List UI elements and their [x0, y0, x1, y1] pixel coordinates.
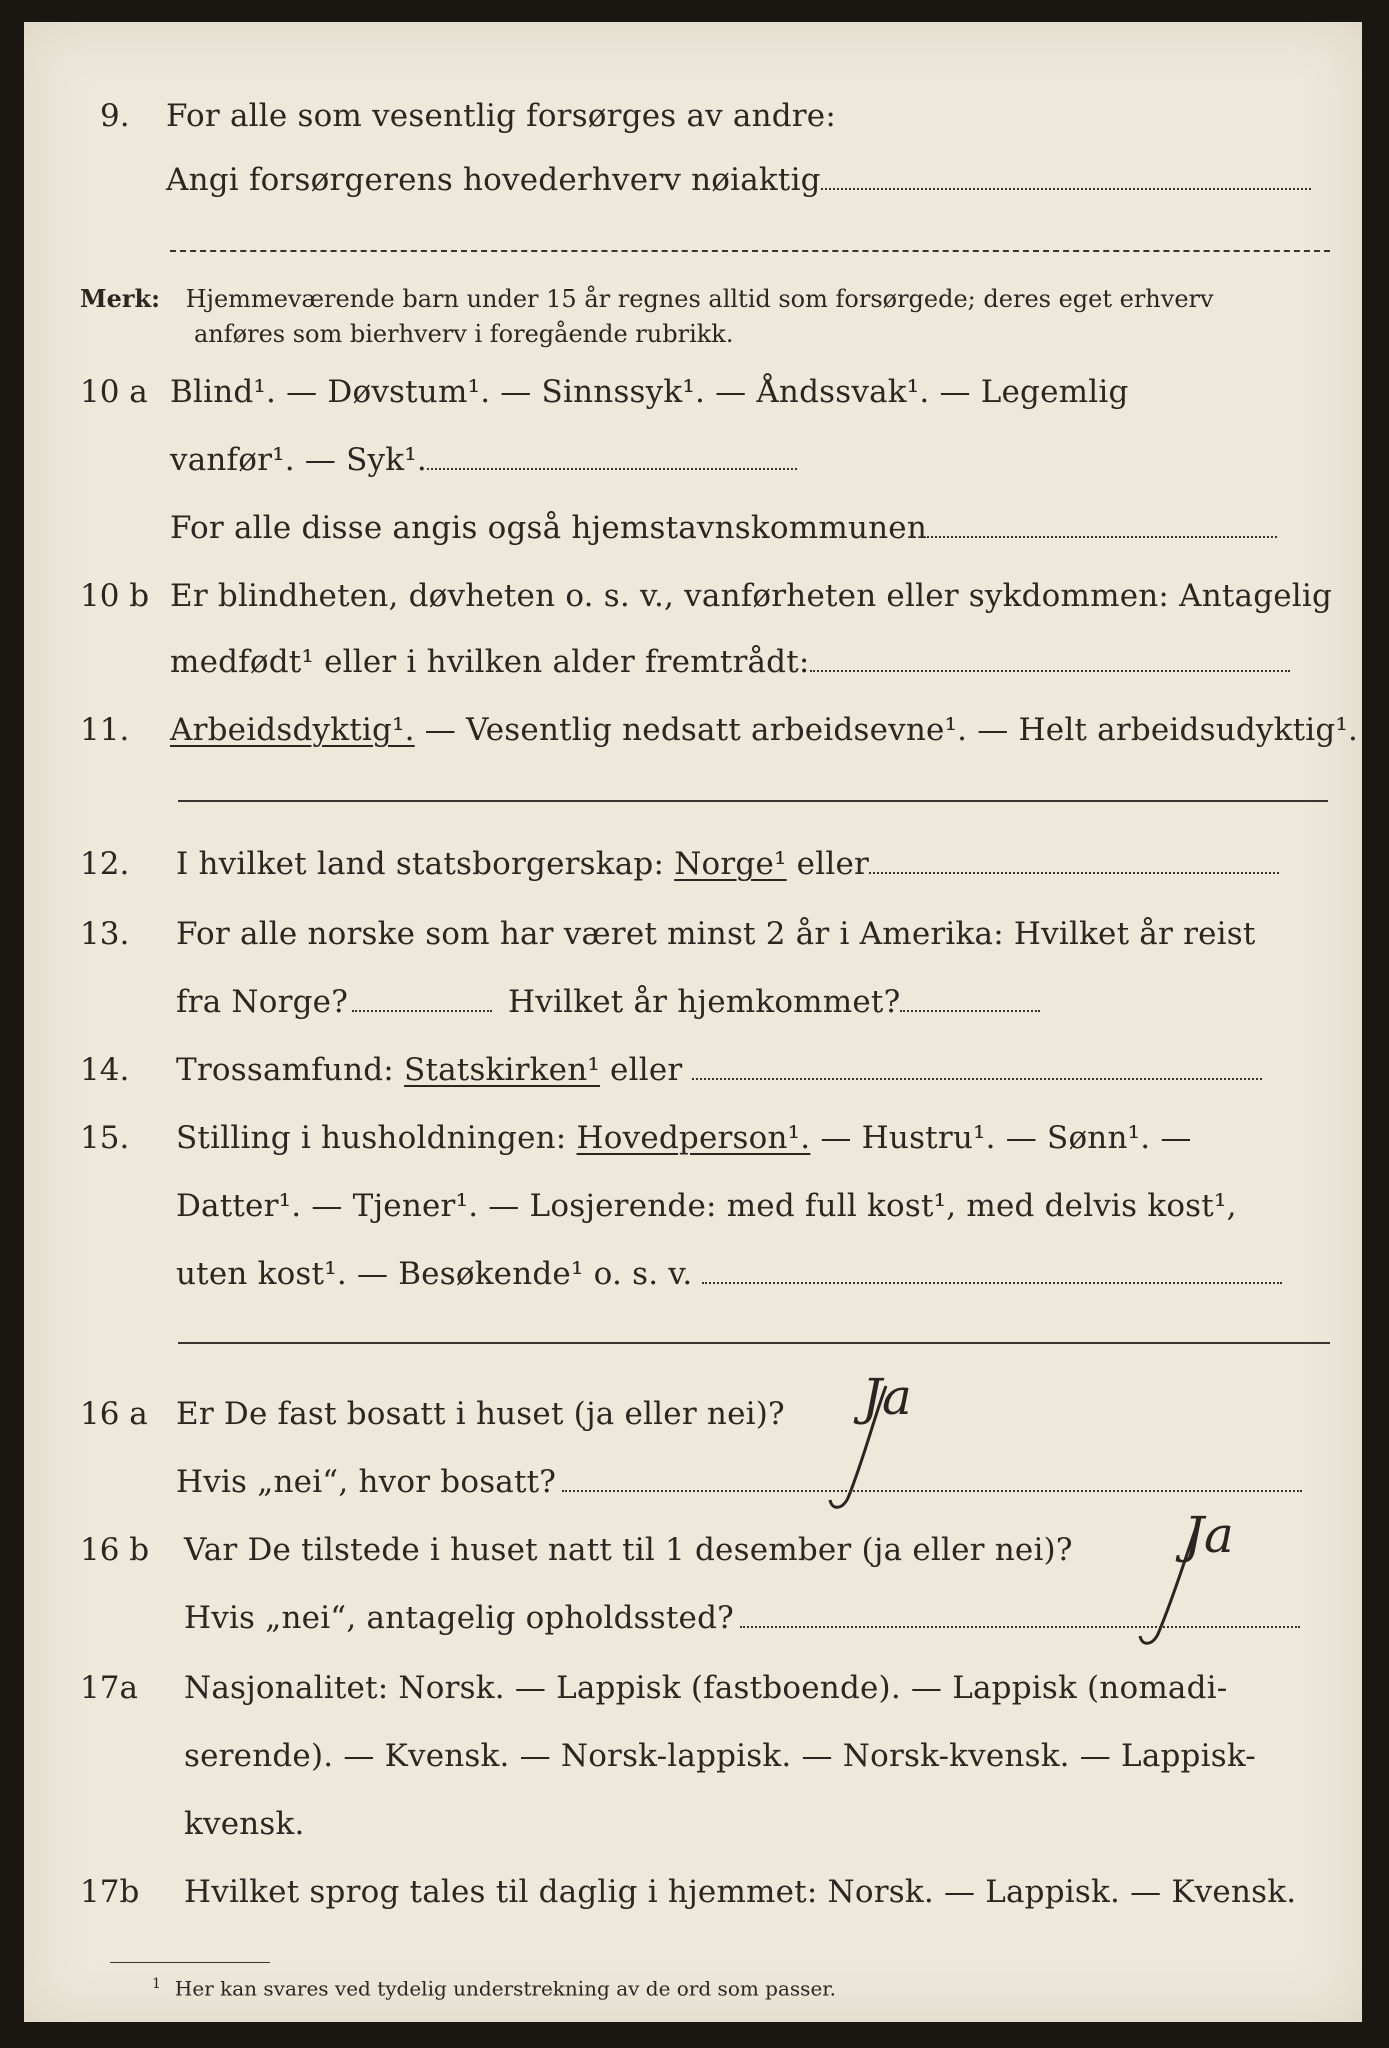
merk-line1 — [80, 284, 1214, 313]
q10a-line3 — [170, 510, 1277, 546]
q17a-number: 17a — [80, 1670, 138, 1706]
q14-line1 — [176, 1052, 1262, 1088]
q9-line1: For alle som vesentlig forsørges av andre: — [166, 98, 836, 134]
q13-reist-label: fra Norge? — [176, 984, 349, 1020]
q9-line2 — [166, 162, 1311, 198]
q12-underlined-answer: Norge¹ — [674, 846, 787, 882]
q16a-answer-field[interactable] — [562, 1489, 1302, 1492]
q10a-answer-field[interactable] — [427, 467, 797, 470]
q16a-handwritten-answer: Ja — [862, 1368, 912, 1426]
census-form-page — [24, 22, 1362, 2022]
q11-rest: — Vesentlig nedsatt arbeidsevne¹. — Helt arbeidsudyktig¹. — [414, 712, 1359, 748]
q13-reist-field[interactable] — [352, 1009, 492, 1012]
q11-answer-line — [178, 800, 1328, 802]
q15-answer-field[interactable] — [702, 1281, 1282, 1284]
q11-line1 — [170, 712, 1358, 748]
footnote — [152, 1976, 836, 2001]
q10b-line2-text: medfødt¹ eller i hvilken alder fremtrådt: — [170, 644, 810, 680]
q14-post: eller — [600, 1052, 683, 1088]
q12-number: 12. — [80, 846, 130, 882]
merk-label: Merk: — [80, 284, 160, 313]
q16a-line2 — [176, 1464, 1302, 1500]
footnote-text: Her kan svares ved tydelig understrekning av de ord som passer. — [174, 1976, 836, 2001]
q15-line1 — [176, 1120, 1192, 1156]
q14-answer-field[interactable] — [692, 1077, 1262, 1080]
q9-answer-field[interactable] — [821, 187, 1311, 190]
q16b-line1-text: Var De tilstede i huset natt til 1 desember (ja eller nei)? — [184, 1532, 1073, 1568]
q17b-line1: Hvilket sprog tales til daglig i hjemmet: Norsk. — Lappisk. — Kvensk. — [184, 1874, 1297, 1910]
q15-post: — Hustru¹. — Sønn¹. — — [810, 1120, 1192, 1156]
footnote-rule — [110, 1962, 270, 1963]
q12-post: eller — [786, 846, 870, 882]
q11-underlined-answer: Arbeidsdyktig¹. — [170, 712, 415, 748]
q15-line3-text: uten kost¹. — Besøkende¹ o. s. v. — [176, 1256, 693, 1292]
q10a-line3-text: For alle disse angis også hjemstavnskommunen — [170, 510, 927, 546]
q13-hjemkommet-field[interactable] — [900, 1009, 1040, 1012]
q17a-line2: serende). — Kvensk. — Norsk-lappisk. — Norsk-kvensk. — Lappisk- — [184, 1738, 1256, 1774]
q15-line3 — [176, 1256, 1282, 1292]
q16a-line1-text: Er De fast bosatt i huset (ja eller nei)? — [176, 1396, 785, 1432]
q16b-answer-field[interactable] — [740, 1625, 1300, 1628]
q14-pre: Trossamfund: — [176, 1052, 405, 1088]
q16b-line1 — [184, 1532, 1073, 1568]
q16b-number: 16 b — [80, 1532, 150, 1568]
q13-hjemkommet-label: Hvilket år hjemkommet? — [508, 984, 901, 1020]
q16b-handwritten-answer: Ja — [1184, 1506, 1234, 1564]
q15-answer-line — [178, 1342, 1330, 1344]
q12-answer-field[interactable] — [869, 871, 1279, 874]
q15-pre: Stilling i husholdningen: — [176, 1120, 577, 1156]
merk-text2: anføres som bierhverv i foregående rubrikk. — [194, 320, 734, 348]
q14-number: 14. — [80, 1052, 130, 1088]
q10a-number: 10 a — [80, 374, 148, 410]
q10a-hjemstavn-field[interactable] — [927, 535, 1277, 538]
q13-line1: For alle norske som har været minst 2 år i Amerika: Hvilket år reist — [176, 916, 1256, 952]
q16a-number: 16 a — [80, 1396, 148, 1432]
q15-line2: Datter¹. — Tjener¹. — Losjerende: med full kost¹, med delvis kost¹, — [176, 1188, 1237, 1224]
q10b-line2 — [170, 644, 1290, 680]
q16b-line2-text: Hvis „nei“, antagelig opholdssted? — [184, 1600, 734, 1636]
q10a-line2-text: vanfør¹. — Syk¹. — [170, 442, 427, 478]
q16b-line2 — [184, 1600, 1300, 1636]
q9-line2-text: Angi forsørgerens hovederhverv nøiaktig — [166, 162, 821, 198]
q17a-line3: kvensk. — [184, 1806, 305, 1842]
q12-line1 — [176, 846, 1279, 882]
merk-text1: Hjemmeværende barn under 15 år regnes alltid som forsørgede; deres eget erhverv — [185, 285, 1214, 313]
q12-pre: I hvilket land statsborgerskap: — [176, 846, 675, 882]
q10b-answer-field[interactable] — [810, 669, 1290, 672]
q10a-line1: Blind¹. — Døvstum¹. — Sinnssyk¹. — Åndssvak¹. — Legemlig — [170, 374, 1129, 410]
footnote-mark: 1 — [152, 1976, 161, 1992]
q9-number: 9. — [100, 98, 130, 134]
q10b-line1: Er blindheten, døvheten o. s. v., vanførheten eller sykdommen: Antagelig — [170, 578, 1333, 614]
q15-number: 15. — [80, 1120, 130, 1156]
q13-line2 — [176, 984, 1040, 1020]
q17b-number: 17b — [80, 1874, 140, 1910]
q13-number: 13. — [80, 916, 130, 952]
q10a-line2 — [170, 442, 797, 478]
q11-number: 11. — [80, 712, 130, 748]
q16a-line2-text: Hvis „nei“, hvor bosatt? — [176, 1464, 557, 1500]
q16a-line1 — [176, 1396, 785, 1432]
q14-underlined-answer: Statskirken¹ — [404, 1052, 600, 1088]
q17a-line1: Nasjonalitet: Norsk. — Lappisk (fastboende). — Lappisk (nomadi- — [184, 1670, 1228, 1706]
q15-underlined-answer: Hovedperson¹. — [576, 1120, 811, 1156]
q10b-number: 10 b — [80, 578, 150, 614]
q9-answer-line — [170, 250, 1330, 252]
